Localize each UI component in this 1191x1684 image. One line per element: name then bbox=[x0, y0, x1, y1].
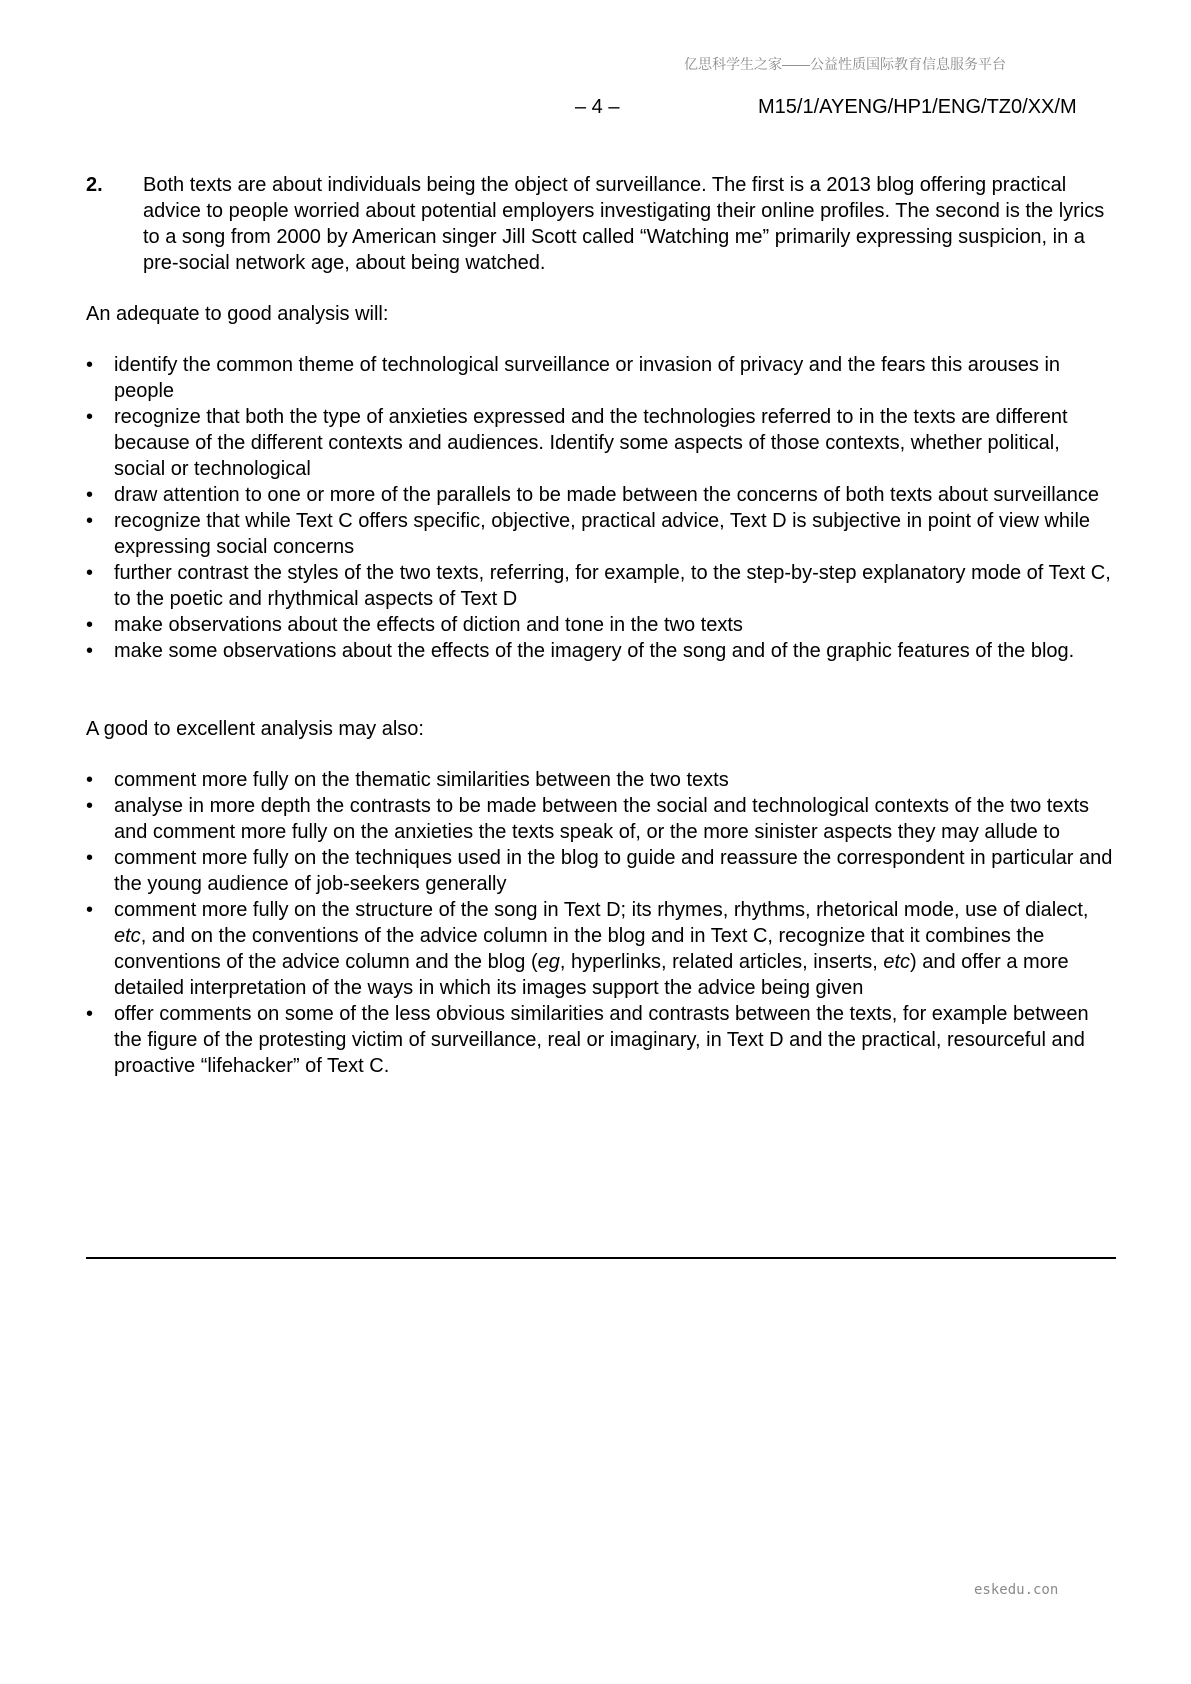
list-item: • make observations about the effects of diction and tone in the two texts bbox=[86, 614, 743, 636]
bullet-icon: • bbox=[86, 640, 94, 662]
excellent-analysis-intro: A good to excellent analysis may also: bbox=[86, 718, 424, 740]
list-item: • recognize that both the type of anxieties expressed and the technologies referred to in the texts are different because of the different contexts and audiences. Identify some aspects of those contexts, whether political, social or technological bbox=[86, 406, 1068, 480]
excellent-analysis-list bbox=[86, 767, 1116, 1079]
adequate-analysis-list bbox=[86, 352, 1116, 664]
bullet-icon: • bbox=[86, 354, 94, 376]
adequate-analysis-intro: An adequate to good analysis will: bbox=[86, 303, 389, 325]
document-code: M15/1/AYENG/HP1/ENG/TZ0/XX/M bbox=[758, 96, 1077, 118]
markscheme-body bbox=[86, 172, 1116, 1079]
bullet-icon: • bbox=[86, 769, 94, 791]
bullet-icon: • bbox=[86, 614, 94, 636]
section-divider bbox=[86, 1257, 1116, 1259]
bullet-icon: • bbox=[86, 562, 94, 584]
question-summary: Both texts are about individuals being the object of surveillance. The first is a 2013 blog offering practical advice to people worried about potential employers investigating their online profiles. The second is the lyrics to a song from 2000 by American singer Jill Scott called “Watching me” primarily expressing suspicion, in a pre-social network age, about being watched. bbox=[143, 174, 1105, 274]
bullet-icon: • bbox=[86, 484, 94, 506]
list-item: • comment more fully on the techniques used in the blog to guide and reassure the correspondent in particular and the young audience of job-seekers generally bbox=[86, 847, 1113, 895]
list-item: • comment more fully on the thematic similarities between the two texts bbox=[86, 769, 729, 791]
bullet-icon: • bbox=[86, 1003, 94, 1025]
bullet-icon: • bbox=[86, 795, 94, 817]
watermark-header: 亿思科学生之家——公益性质国际教育信息服务平台 bbox=[684, 56, 1006, 72]
bullet-icon: • bbox=[86, 406, 94, 428]
list-item: • make some observations about the effects of the imagery of the song and of the graphic features of the blog. bbox=[86, 640, 1075, 662]
list-item: • comment more fully on the structure of the song in Text D; its rhymes, rhythms, rhetorical mode, use of dialect, etc, and on the conventions of the advice column in the blog and in Text C, recognize that it combines the conventions of the advice column and the blog (eg, hyperlinks, related articles, inserts, etc) and offer a more detailed interpretation of the ways in which its images support the advice being given bbox=[86, 899, 1089, 999]
bullet-icon: • bbox=[86, 847, 94, 869]
list-item: • draw attention to one or more of the parallels to be made between the concerns of both texts about surveillance bbox=[86, 484, 1100, 506]
watermark-footer: eskedu.con bbox=[974, 1582, 1059, 1598]
list-item: • identify the common theme of technological surveillance or invasion of privacy and the fears this arouses in people bbox=[86, 354, 1061, 402]
bullet-icon: • bbox=[86, 510, 94, 532]
list-item: • offer comments on some of the less obvious similarities and contrasts between the texts, for example between the figure of the protesting victim of surveillance, real or imaginary, in Text D and the practical, resourceful and proactive “lifehacker” of Text C. bbox=[86, 1003, 1089, 1077]
list-item: • analyse in more depth the contrasts to be made between the social and technological contexts of the two texts and comment more fully on the anxieties the texts speak of, or the more sinister aspects they may allude to bbox=[86, 795, 1090, 843]
bullet-icon: • bbox=[86, 899, 94, 921]
list-item: • recognize that while Text C offers specific, objective, practical advice, Text D is subjective in point of view while expressing social concerns bbox=[86, 510, 1091, 558]
list-item: • further contrast the styles of the two texts, referring, for example, to the step-by-step explanatory mode of Text C, to the poetic and rhythmical aspects of Text D bbox=[86, 562, 1111, 610]
page-number: – 4 – bbox=[575, 96, 620, 118]
question-number: 2. bbox=[86, 174, 103, 196]
question-block bbox=[86, 172, 1116, 276]
